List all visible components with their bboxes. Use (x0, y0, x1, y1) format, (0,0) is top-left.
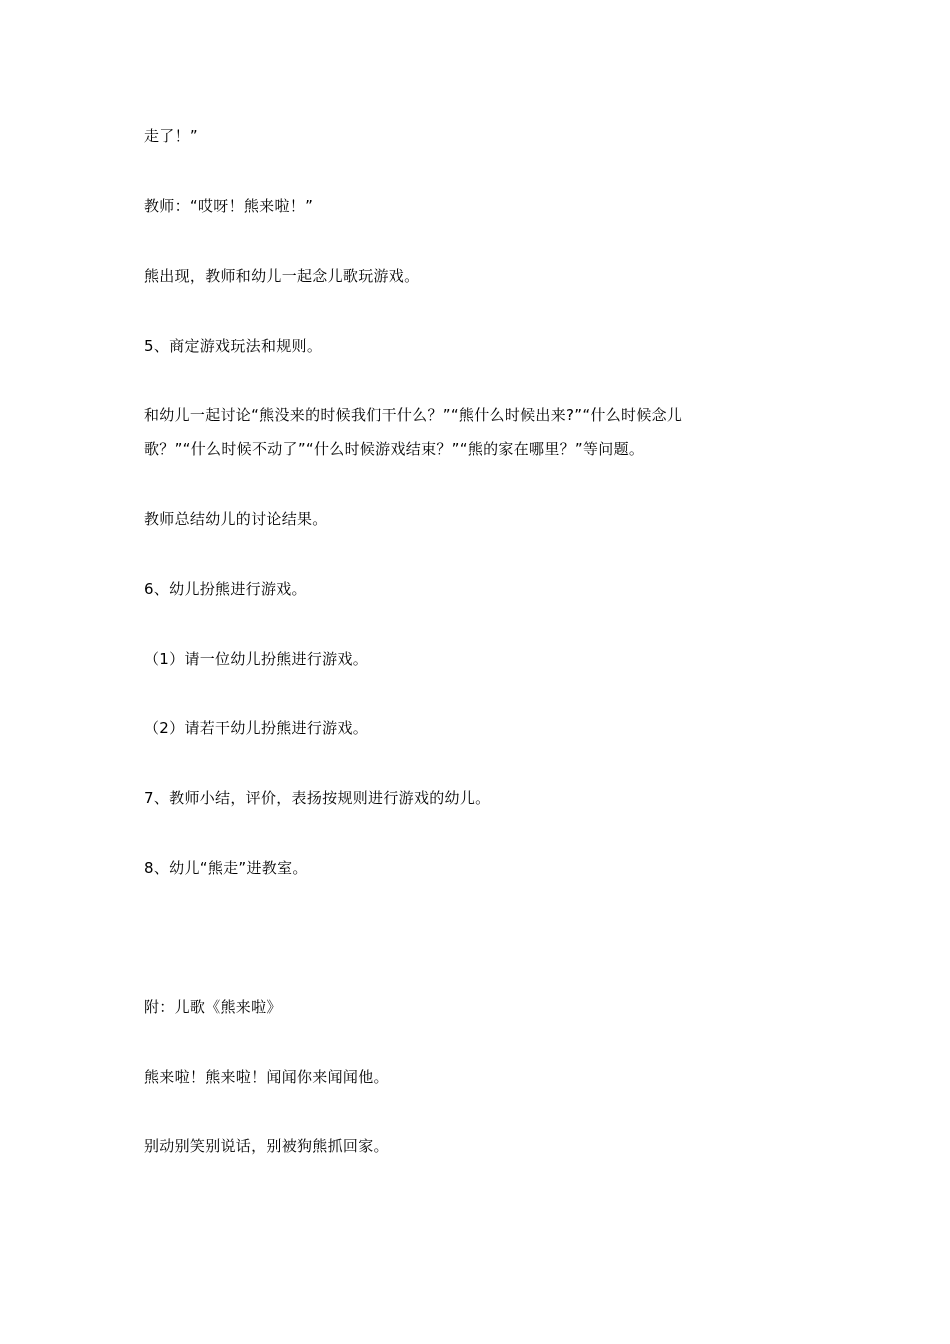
section-heading: 6、幼儿扮熊进行游戏。 (144, 580, 307, 598)
section-heading: 8、幼儿“熊走”进教室。 (144, 859, 308, 877)
poem-line: 熊来啦！熊来啦！闻闻你来闻闻他。 (144, 1068, 389, 1086)
paragraph-line: 歌？”“什么时候不动了”“什么时候游戏结束？”“熊的家在哪里？”等问题。 (144, 440, 645, 458)
poem-line: 别动别笑别说话，别被狗熊抓回家。 (144, 1137, 389, 1155)
list-item: （1）请一位幼儿扮熊进行游戏。 (144, 650, 369, 668)
paragraph-line: 走了！” (144, 127, 198, 145)
section-heading: 5、商定游戏玩法和规则。 (144, 337, 323, 355)
paragraph-line: 熊出现，教师和幼儿一起念儿歌玩游戏。 (144, 267, 420, 285)
appendix-title: 附：儿歌《熊来啦》 (144, 998, 282, 1016)
list-item: （2）请若干幼儿扮熊进行游戏。 (144, 719, 369, 737)
paragraph-line: 和幼儿一起讨论“熊没来的时候我们干什么？”“熊什么时候出来?”“什么时候念儿 (144, 406, 683, 424)
paragraph-line: 教师总结幼儿的讨论结果。 (144, 510, 328, 528)
paragraph-line: 教师：“哎呀！熊来啦！” (144, 197, 314, 215)
section-heading: 7、教师小结，评价，表扬按规则进行游戏的幼儿。 (144, 789, 491, 807)
